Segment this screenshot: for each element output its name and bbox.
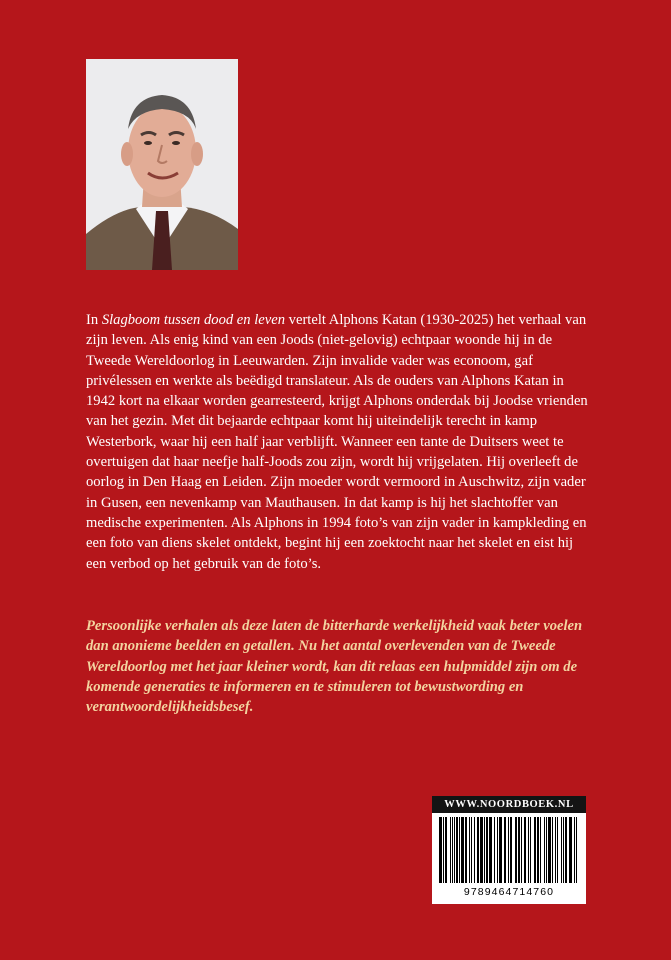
barcode-bar: [459, 817, 460, 883]
barcode-bar: [494, 817, 495, 883]
barcode-bar: [450, 817, 451, 883]
barcode-bar: [469, 817, 470, 883]
barcode-bar: [489, 817, 492, 883]
isbn-number: 9789464714760: [463, 886, 555, 898]
author-portrait-photo: [86, 59, 238, 270]
barcode-bar: [537, 817, 539, 883]
barcode-bar: [452, 817, 453, 883]
barcode-bar: [524, 817, 526, 883]
barcode-bar: [540, 817, 541, 883]
barcode-box: [432, 796, 586, 904]
barcode-bar: [510, 817, 512, 883]
barcode-bar: [508, 817, 509, 883]
barcode-icon: [437, 817, 581, 885]
emphasis-paragraph: Persoonlijke verhalen als deze laten de bitterharde werkelijkheid vaak beter voelen dan anonieme beelden en getallen. Nu het aantal overlevenden van de Tweede Wereldoorlog met het jaar kleiner wordt, kan dit relaas een hulpmiddel zijn om de komende generaties te informeren en te stimuleren tot bewustwording en verantwoordelijkheidsbesef.: [86, 618, 583, 716]
barcode-bar: [461, 817, 464, 883]
barcode-bar: [576, 817, 577, 883]
portrait-photo-icon: [86, 59, 238, 270]
barcode-bar: [552, 817, 553, 883]
barcode-bar: [528, 817, 529, 883]
barcode-bar: [443, 817, 444, 883]
barcode-bar: [561, 817, 562, 883]
barcode-bar: [557, 817, 558, 883]
barcode-bar: [555, 817, 556, 883]
intro-prefix: In: [86, 312, 102, 328]
body-paragraph: [86, 310, 592, 574]
barcode-bar: [546, 817, 547, 883]
barcode-bar: [530, 817, 531, 883]
barcode-bar: [569, 817, 572, 883]
barcode-bar: [474, 817, 475, 883]
barcode-bar: [548, 817, 551, 883]
barcode-bar: [521, 817, 522, 883]
barcode-bar: [471, 817, 472, 883]
intro-text: vertelt Alphons Katan (1930-2025) het verhaal van zijn leven. Als enig kind van een Joods (niet-gelovig) echtpaar woonde hij in de Tweede Wereldoorlog in Leeuwarden. Zijn invalide vader was econoom, gaf privélessen en werkte als beëdigd translateur. Als de ouders van Alphons Katan in 1942 kort na elkaar worden gearresteerd, krijgt Alphons onderdak bij Joodse vrienden van het gezin. Met dit bejaarde echtpaar komt hij uiteindelijk terecht in kamp Westerbork, waar hij een half jaar verblijft. Wanneer een tante de Duitsers weet te overtuigen dat haar neefje half-Joods zou zijn, wordt hij vrijgelaten. Hij overleeft de oorlog in Den Haag en Leiden. Zijn moeder wordt vermoord in Auschwitz, zijn vader in Gusen, een nevenkamp van Mauthausen. In dat kamp is hij het slachtoffer van medische experimenten. Als Alphons in 1994 foto’s van zijn vader in kampkleding en een foto van diens skelet ontdekt, begint hij een zoektocht naar het skelet en eist hij een verbod op het gebruik van de foto’s.: [86, 312, 588, 572]
barcode-bar: [486, 817, 488, 883]
barcode-bar: [504, 817, 506, 883]
barcode-bar: [484, 817, 485, 883]
barcode-bar: [499, 817, 502, 883]
barcode-bar: [518, 817, 520, 883]
barcode-bar: [497, 817, 498, 883]
book-title: Slagboom tussen dood en leven: [101, 312, 286, 328]
barcode-bar: [565, 817, 567, 883]
barcode-bar: [454, 817, 455, 883]
barcode-bar: [445, 817, 447, 883]
barcode-bar: [544, 817, 545, 883]
barcode-bar: [480, 817, 483, 883]
barcode-bar: [515, 817, 517, 883]
barcode-bar: [456, 817, 458, 883]
barcode-bar: [563, 817, 564, 883]
barcode-bar: [534, 817, 536, 883]
barcode-bar: [574, 817, 575, 883]
publisher-url: WWW.NOORDBOEK.NL: [432, 796, 586, 813]
barcode-bar: [439, 817, 442, 883]
barcode-bar: [477, 817, 479, 883]
barcode-bar: [465, 817, 467, 883]
